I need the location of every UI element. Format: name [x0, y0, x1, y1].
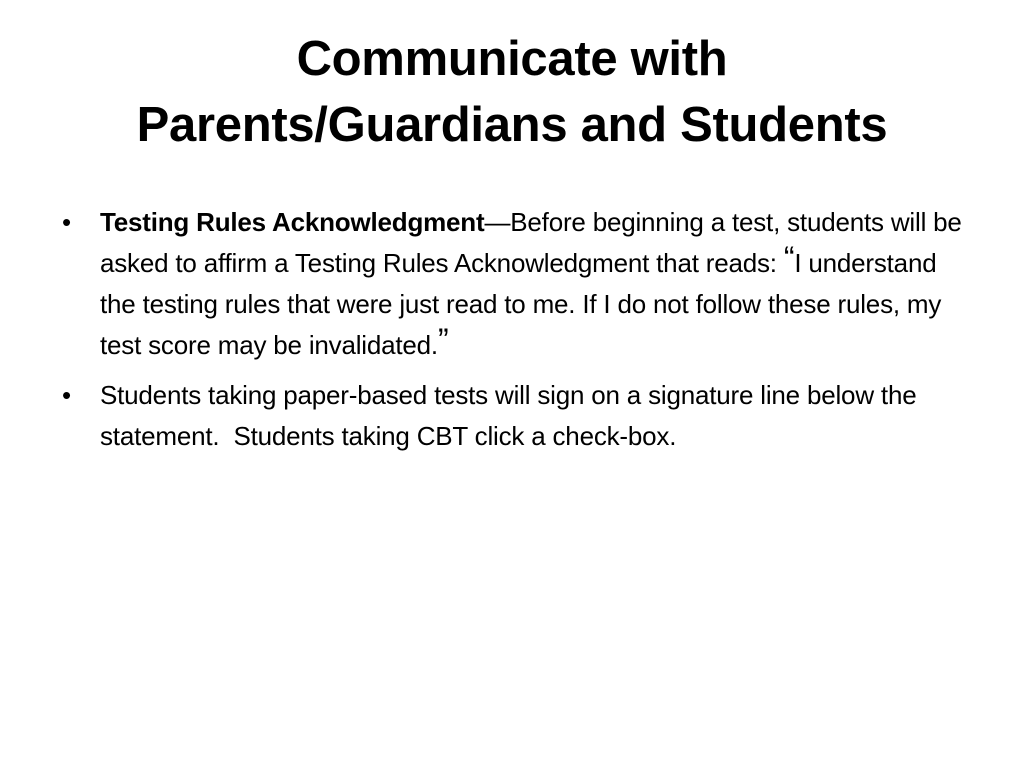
slide-title: [40, 26, 984, 158]
close-quote-mark: ”: [437, 322, 449, 358]
bullet-marker: •: [62, 207, 71, 237]
bullet-item-signature: [62, 375, 962, 457]
acknowledgment-quote: I understand the testing rules that were just read to me. If I do not follow these rules, my test score may be invalidated.: [100, 248, 942, 360]
bullet-text: Before beginning a test, students will be asked to affirm a Testing Rules Acknowledgment that reads:: [100, 207, 962, 278]
bullet-bold-lead: Testing Rules Acknowledgment: [100, 207, 485, 237]
bullet-item-acknowledgment: [62, 202, 962, 366]
slide-title-line-2: Parents/Guardians and Students: [136, 98, 888, 152]
open-quote-mark: “: [783, 240, 795, 276]
bullet-marker: •: [62, 380, 71, 410]
slide-title-line-1: Communicate with: [296, 32, 728, 86]
bullet-list: [62, 202, 962, 466]
em-dash: —: [484, 207, 511, 237]
bullet-text: Students taking paper-based tests will sign on a signature line below the statement. Students taking CBT click a check-box.: [100, 380, 924, 451]
